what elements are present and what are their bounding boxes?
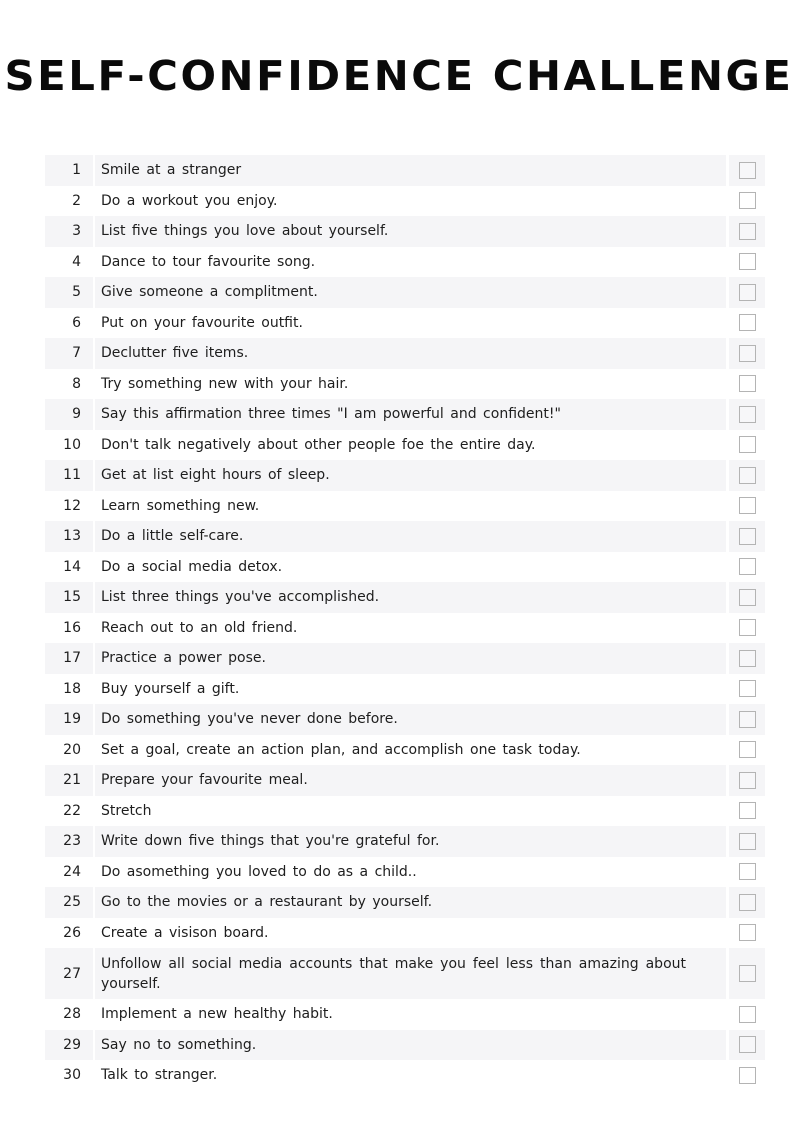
challenge-text: Do a social media detox. <box>101 558 283 575</box>
challenge-text: List five things you love about yourself. <box>95 216 726 247</box>
challenge-row <box>45 491 765 522</box>
page-title: SELF-CONFIDENCE CHALLENGE <box>4 52 794 100</box>
day-number: 23 <box>45 826 93 857</box>
checkbox-cell <box>729 521 765 552</box>
day-checkbox[interactable] <box>739 1067 756 1084</box>
day-checkbox[interactable] <box>739 711 756 728</box>
challenge-text: Learn something new. <box>101 497 260 514</box>
challenge-text: Unfollow all social media accounts that make you feel less than amazing about yourself. <box>95 948 726 999</box>
day-number: 27 <box>45 948 93 999</box>
checkbox-cell <box>729 735 765 766</box>
day-checkbox[interactable] <box>739 833 756 850</box>
day-number: 7 <box>45 338 93 369</box>
day-checkbox[interactable] <box>739 802 756 819</box>
day-number: 24 <box>63 863 81 880</box>
challenge-row <box>45 308 765 339</box>
challenge-row <box>45 674 765 705</box>
day-checkbox[interactable] <box>739 924 756 941</box>
challenge-text: Put on your favourite outfit. <box>101 314 303 331</box>
challenge-row <box>45 369 765 400</box>
challenge-row <box>45 216 765 247</box>
day-checkbox[interactable] <box>739 406 756 423</box>
day-checkbox[interactable] <box>739 467 756 484</box>
challenge-text: Reach out to an old friend. <box>101 619 298 636</box>
challenge-row <box>45 1060 765 1091</box>
checkbox-cell <box>729 430 765 461</box>
challenge-text: Prepare your favourite meal. <box>95 765 726 796</box>
checkbox-cell <box>729 918 765 949</box>
day-checkbox[interactable] <box>739 680 756 697</box>
checkbox-cell <box>729 369 765 400</box>
checkbox-cell <box>729 1060 765 1091</box>
day-number: 25 <box>45 887 93 918</box>
day-number: 8 <box>72 375 81 392</box>
challenge-text: Do asomething you loved to do as a child.. <box>101 863 417 880</box>
checkbox-cell <box>729 999 765 1030</box>
challenge-row <box>45 796 765 827</box>
challenge-text: Talk to stranger. <box>101 1067 218 1084</box>
day-number: 9 <box>45 399 93 430</box>
challenge-row <box>45 582 765 613</box>
challenge-row <box>45 1030 765 1061</box>
challenge-text: Say no to something. <box>95 1030 726 1061</box>
challenge-row <box>45 918 765 949</box>
checkbox-cell <box>729 613 765 644</box>
challenge-row <box>45 430 765 461</box>
checkbox-cell <box>729 186 765 217</box>
challenge-list <box>45 155 765 1091</box>
challenge-text: Write down five things that you're grateful for. <box>95 826 726 857</box>
checkbox-cell <box>729 491 765 522</box>
challenge-row <box>45 765 765 796</box>
day-number: 11 <box>45 460 93 491</box>
challenge-text: Say this affirmation three times "I am powerful and confident!" <box>95 399 726 430</box>
day-number: 12 <box>63 497 81 514</box>
checkbox-cell <box>729 643 765 674</box>
challenge-text: Practice a power pose. <box>95 643 726 674</box>
checkbox-cell <box>729 796 765 827</box>
challenge-row <box>45 277 765 308</box>
challenge-text: Create a visison board. <box>101 924 269 941</box>
day-number: 5 <box>45 277 93 308</box>
challenge-row <box>45 704 765 735</box>
day-checkbox[interactable] <box>739 253 756 270</box>
challenge-row <box>45 338 765 369</box>
day-number: 13 <box>45 521 93 552</box>
challenge-row <box>45 999 765 1030</box>
day-number: 17 <box>45 643 93 674</box>
challenge-row <box>45 155 765 186</box>
checkbox-cell <box>729 552 765 583</box>
challenge-text: Implement a new healthy habit. <box>101 1006 333 1023</box>
challenge-text: Get at list eight hours of sleep. <box>95 460 726 491</box>
day-checkbox[interactable] <box>739 894 756 911</box>
day-checkbox[interactable] <box>739 558 756 575</box>
day-checkbox[interactable] <box>739 162 756 179</box>
day-checkbox[interactable] <box>739 497 756 514</box>
checkbox-cell <box>729 674 765 705</box>
day-number: 14 <box>63 558 81 575</box>
checkbox-cell <box>729 338 765 369</box>
day-number: 3 <box>45 216 93 247</box>
day-checkbox[interactable] <box>739 863 756 880</box>
day-checkbox[interactable] <box>739 1006 756 1023</box>
challenge-text: Go to the movies or a restaurant by yourself. <box>95 887 726 918</box>
day-checkbox[interactable] <box>739 314 756 331</box>
checkbox-cell <box>729 826 765 857</box>
challenge-row <box>45 247 765 278</box>
challenge-text: Declutter five items. <box>95 338 726 369</box>
day-checkbox[interactable] <box>739 589 756 606</box>
day-number: 10 <box>63 436 81 453</box>
challenge-text: Set a goal, create an action plan, and accomplish one task today. <box>101 741 581 758</box>
challenge-text: List three things you've accomplished. <box>95 582 726 613</box>
challenge-text: Give someone a complitment. <box>95 277 726 308</box>
challenge-row <box>45 186 765 217</box>
challenge-row <box>45 613 765 644</box>
checkbox-cell <box>729 277 765 308</box>
challenge-row <box>45 521 765 552</box>
challenge-row <box>45 826 765 857</box>
day-number: 15 <box>45 582 93 613</box>
challenge-text: Try something new with your hair. <box>101 375 349 392</box>
checkbox-cell <box>729 857 765 888</box>
challenge-text: Buy yourself a gift. <box>101 680 240 697</box>
day-number: 28 <box>63 1006 81 1023</box>
day-number: 4 <box>72 253 81 270</box>
day-checkbox[interactable] <box>739 436 756 453</box>
challenge-row <box>45 948 765 999</box>
day-number: 20 <box>63 741 81 758</box>
checkbox-cell <box>729 704 765 735</box>
day-number: 29 <box>45 1030 93 1061</box>
day-number: 1 <box>45 155 93 186</box>
challenge-row <box>45 399 765 430</box>
day-checkbox[interactable] <box>739 1036 756 1053</box>
checkbox-cell <box>729 216 765 247</box>
checkbox-cell <box>729 399 765 430</box>
challenge-row <box>45 735 765 766</box>
day-checkbox[interactable] <box>739 192 756 209</box>
challenge-text: Don't talk negatively about other people foe the entire day. <box>101 436 536 453</box>
checkbox-cell <box>729 948 765 999</box>
checkbox-cell <box>729 155 765 186</box>
challenge-text: Stretch <box>101 802 152 819</box>
day-checkbox[interactable] <box>739 375 756 392</box>
checkbox-cell <box>729 887 765 918</box>
challenge-row <box>45 460 765 491</box>
day-checkbox[interactable] <box>739 345 756 362</box>
checkbox-cell <box>729 308 765 339</box>
challenge-row <box>45 643 765 674</box>
day-checkbox[interactable] <box>739 223 756 240</box>
day-number: 22 <box>63 802 81 819</box>
day-number: 21 <box>45 765 93 796</box>
day-checkbox[interactable] <box>739 619 756 636</box>
checkbox-cell <box>729 765 765 796</box>
challenge-text: Dance to tour favourite song. <box>101 253 316 270</box>
day-number: 19 <box>45 704 93 735</box>
day-number: 6 <box>72 314 81 331</box>
day-checkbox[interactable] <box>739 284 756 301</box>
day-number: 18 <box>63 680 81 697</box>
day-number: 30 <box>63 1067 81 1084</box>
day-checkbox[interactable] <box>739 772 756 789</box>
day-number: 16 <box>63 619 81 636</box>
checkbox-cell <box>729 460 765 491</box>
checkbox-cell <box>729 1030 765 1061</box>
challenge-row <box>45 552 765 583</box>
challenge-text: Do a workout you enjoy. <box>101 192 278 209</box>
day-number: 2 <box>72 192 81 209</box>
day-checkbox[interactable] <box>739 741 756 758</box>
challenge-text: Do something you've never done before. <box>95 704 726 735</box>
day-checkbox[interactable] <box>739 650 756 667</box>
checkbox-cell <box>729 582 765 613</box>
day-checkbox[interactable] <box>739 965 756 982</box>
checkbox-cell <box>729 247 765 278</box>
day-number: 26 <box>63 924 81 941</box>
day-checkbox[interactable] <box>739 528 756 545</box>
challenge-row <box>45 887 765 918</box>
challenge-text: Do a little self-care. <box>95 521 726 552</box>
challenge-row <box>45 857 765 888</box>
challenge-text: Smile at a stranger <box>95 155 726 186</box>
